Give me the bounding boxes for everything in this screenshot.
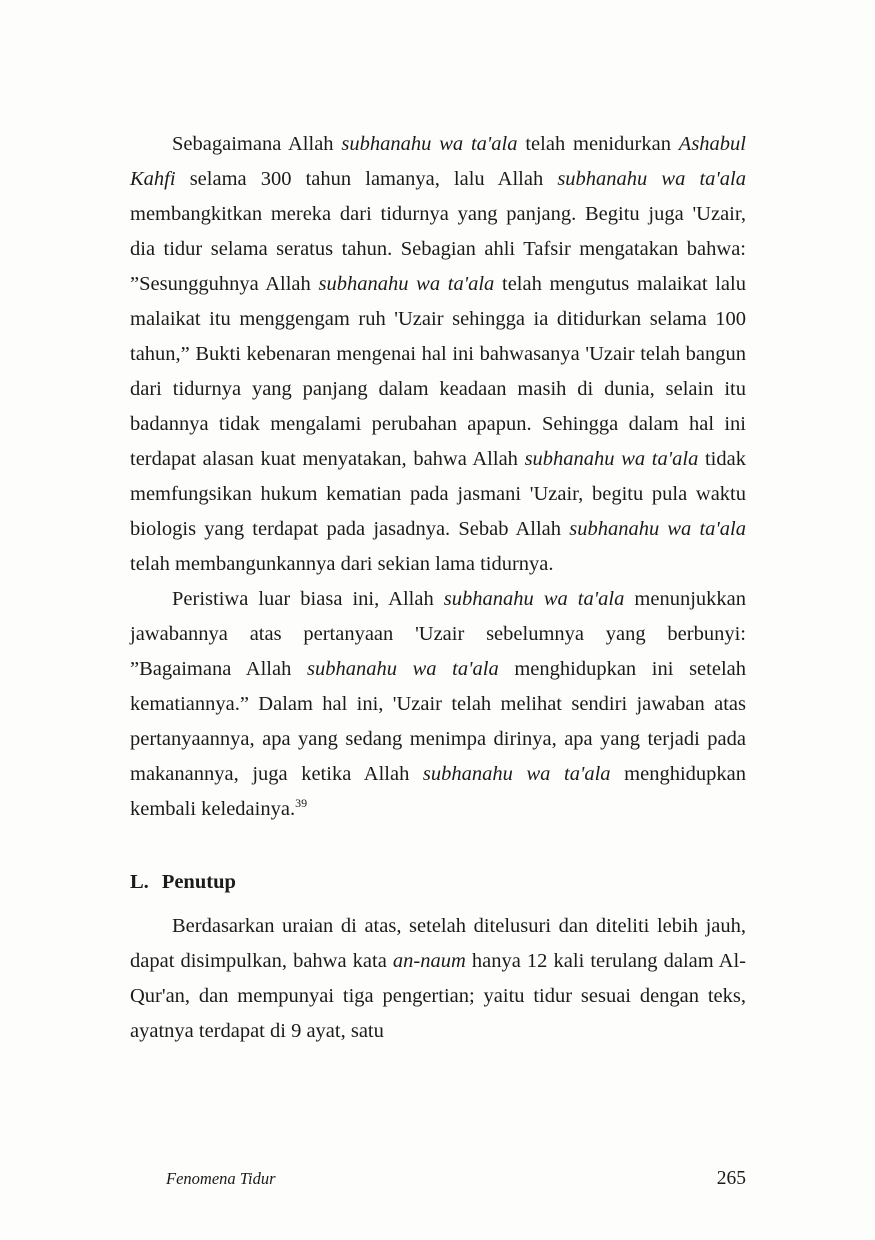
page-number: 265: [716, 1168, 746, 1189]
section-heading: [130, 865, 746, 900]
body-paragraph-2: Peristiwa luar biasa ini, Allah subhanahu wa ta'ala menunjukkan jawabannya atas pertanyaan 'Uzair sebelumnya yang berbunyi: ”Bagaimana Allah subhanahu wa ta'ala menghidupkan ini setelah kematiannya.” Dalam hal ini, 'Uzair telah melihat sendiri jawaban atas pertanyaannya, apa yang sedang menimpa dirinya, apa yang terjadi pada makanannya, juga ketika Allah subhanahu wa ta'ala menghidupkan kembali keledainya.$^{39}$: [130, 588, 747, 820]
body-paragraph-1: Sebagaimana Allah subhanahu wa ta'ala telah menidurkan Ashabul Kahfi selama 300 tahun lamanya, lalu Allah subhanahu wa ta'ala membangkitkan mereka dari tidurnya yang panjang. Begitu juga 'Uzair, dia tidur selama seratus tahun. Sebagian ahli Tafsir mengatakan bahwa: ”Sesungguhnya Allah subhanahu wa ta'ala telah mengutus malaikat lalu malaikat itu menggengam ruh 'Uzair sehingga ia ditidurkan selama 100 tahun,” Bukti kebenaran mengenai hal ini bahwasanya 'Uzair telah bangun dari tidurnya yang panjang dalam keadaan masih di dunia, selain itu badannya tidak mengalami perubahan apapun. Sehingga dalam hal ini terdapat alasan kuat menyatakan, bahwa Allah subhanahu wa ta'ala tidak memfungsikan hukum kematian pada jasmani 'Uzair, begitu pula waktu biologis yang terdapat pada jasadnya. Sebab Allah subhanahu wa ta'ala telah membangunkannya dari sekian lama tidurnya.: [130, 133, 746, 575]
section-heading-text: Penutup: [161, 871, 236, 893]
section-heading-label: L.: [130, 871, 149, 893]
page-footer: [130, 1168, 746, 1190]
body-paragraph-3: Berdasarkan uraian di atas, setelah ditelusuri dan diteliti lebih jauh, dapat disimpulkan, bahwa kata an-naum hanya 12 kali terulang dalam Al-Qur'an, dan mempunyai tiga pengertian; yaitu tidur sesuai dengan teks, ayatnya terdapat di 9 ayat, satu: [130, 915, 746, 1042]
running-title: Fenomena Tidur: [166, 1169, 276, 1188]
text-block: [130, 127, 746, 1049]
